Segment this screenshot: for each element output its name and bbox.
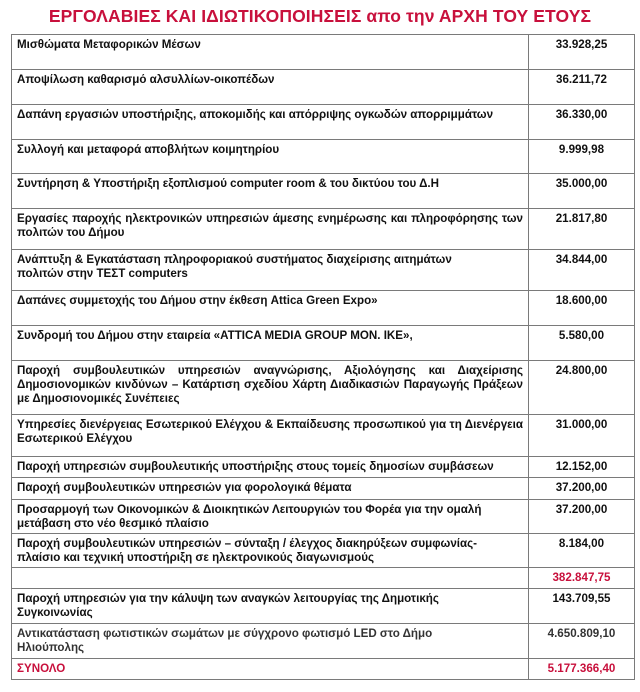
row-amount: 21.817,80 [529,209,635,250]
row-description: Υπηρεσίες διενέργειας Εσωτερικού Ελέγχου & Εκπαίδευσης προσωπικού για τη Διενέργεια Εσωτερικού Ελέγχου [12,415,529,457]
row-description: Εργασίες παροχής ηλεκτρονικών υπηρεσιών άμεσης ενημέρωσης και πληροφόρησης των πολιτών του Δήμου [12,209,529,250]
row-amount: 143.709,55 [529,589,635,624]
row-description: Παροχή συμβουλευτικών υπηρεσιών – σύνταξη / έλεγχος διακηρύξεων συμφωνίας-πλαίσιο και τεχνική υποστήριξη σε ηλεκτρονικούς διαγωνισμούς [12,534,529,568]
table-row [12,35,635,70]
table-row [12,478,635,500]
table-row [12,291,635,326]
row-description: Παροχή υπηρεσιών για την κάλυψη των αναγκών λειτουργίας της Δημοτικής Συγκοινωνίας [12,589,529,624]
row-amount: 36.211,72 [529,70,635,105]
table-row [12,589,635,624]
row-amount: 35.000,00 [529,174,635,209]
table-row [12,174,635,209]
row-description: Συντήρηση & Υποστήριξη εξοπλισμού computer room & του δικτύου του Δ.Η [12,174,529,209]
table-row [12,209,635,250]
row-amount: 34.844,00 [529,250,635,291]
row-description: Παροχή συμβουλευτικών υπηρεσιών για φορολογικά θέματα [12,478,529,500]
row-amount: 37.200,00 [529,478,635,500]
table-row [12,361,635,415]
row-amount: 4.650.809,10 [529,624,635,659]
table-row [12,457,635,478]
table-row [12,415,635,457]
row-description: Συνδρομή του Δήμου στην εταιρεία «ATTICA MEDIA GROUP MON. IKE», [12,326,529,361]
total-row [12,659,635,680]
row-description: Παροχή συμβουλευτικών υπηρεσιών αναγνώρισης, Αξιολόγησης και Διαχείρισης Δημοσιονομικών κινδύνων – Κατάρτιση σχεδίου Χάρτη Διαδικασιών Παραγωγής Πράξεων με Δημοσιονομικές Συνέπειες [12,361,529,415]
table-row [12,326,635,361]
subtotal-amount: 382.847,75 [529,568,635,589]
table-row [12,624,635,659]
row-amount: 9.999,98 [529,140,635,174]
subtotal-label [12,568,529,589]
total-amount: 5.177.366,40 [529,659,635,680]
row-amount: 12.152,00 [529,457,635,478]
row-amount: 33.928,25 [529,35,635,70]
row-amount: 8.184,00 [529,534,635,568]
row-amount: 5.580,00 [529,326,635,361]
row-amount: 18.600,00 [529,291,635,326]
row-description: Δαπάνη εργασιών υποστήριξης, αποκομιδής και απόρριψης ογκωδών απορριμμάτων [12,105,529,140]
row-description: Συλλογή και μεταφορά αποβλήτων κοιμητηρίου [12,140,529,174]
row-amount: 37.200,00 [529,500,635,534]
row-amount: 36.330,00 [529,105,635,140]
row-description: Παροχή υπηρεσιών συμβουλευτικής υποστήριξης στους τομείς δημοσίων συμβάσεων [12,457,529,478]
row-amount: 31.000,00 [529,415,635,457]
table-row [12,534,635,568]
total-label: ΣΥΝΟΛΟ [12,659,529,680]
table-row [12,250,635,291]
row-description: Ανάπτυξη & Εγκατάσταση πληροφοριακού συστήματος διαχείρισης αιτημάτων πολιτών στην ΤΕΣΤ computers [12,250,529,291]
row-description: Προσαρμογή των Οικονομικών & Διοικητικών Λειτουργιών του Φορέα για την ομαλή μετάβαση στο νέο θεσμικό πλαίσιο [12,500,529,534]
row-description: Μισθώματα Μεταφορικών Μέσων [12,35,529,70]
table-row [12,500,635,534]
subtotal-row [12,568,635,589]
table-row [12,70,635,105]
contracts-table [11,34,635,680]
document-title: ΕΡΓΟΛΑΒΙΕΣ ΚΑΙ ΙΔΙΩΤΙΚΟΠΟΙΗΣΕΙΣ απο την ΑΡΧΗ ΤΟΥ ΕΤΟΥΣ [48,6,592,26]
row-description: Αποψίλωση καθαρισμό αλσυλλίων-οικοπέδων [12,70,529,105]
row-description: Δαπάνες συμμετοχής του Δήμου στην έκθεση Attica Green Expo» [12,291,529,326]
row-amount: 24.800,00 [529,361,635,415]
table-row [12,105,635,140]
row-description: Αντικατάσταση φωτιστικών σωμάτων με σύγχρονο φωτισμό LED στο Δήμο Ηλιούπολης [12,624,529,659]
table-row [12,140,635,174]
